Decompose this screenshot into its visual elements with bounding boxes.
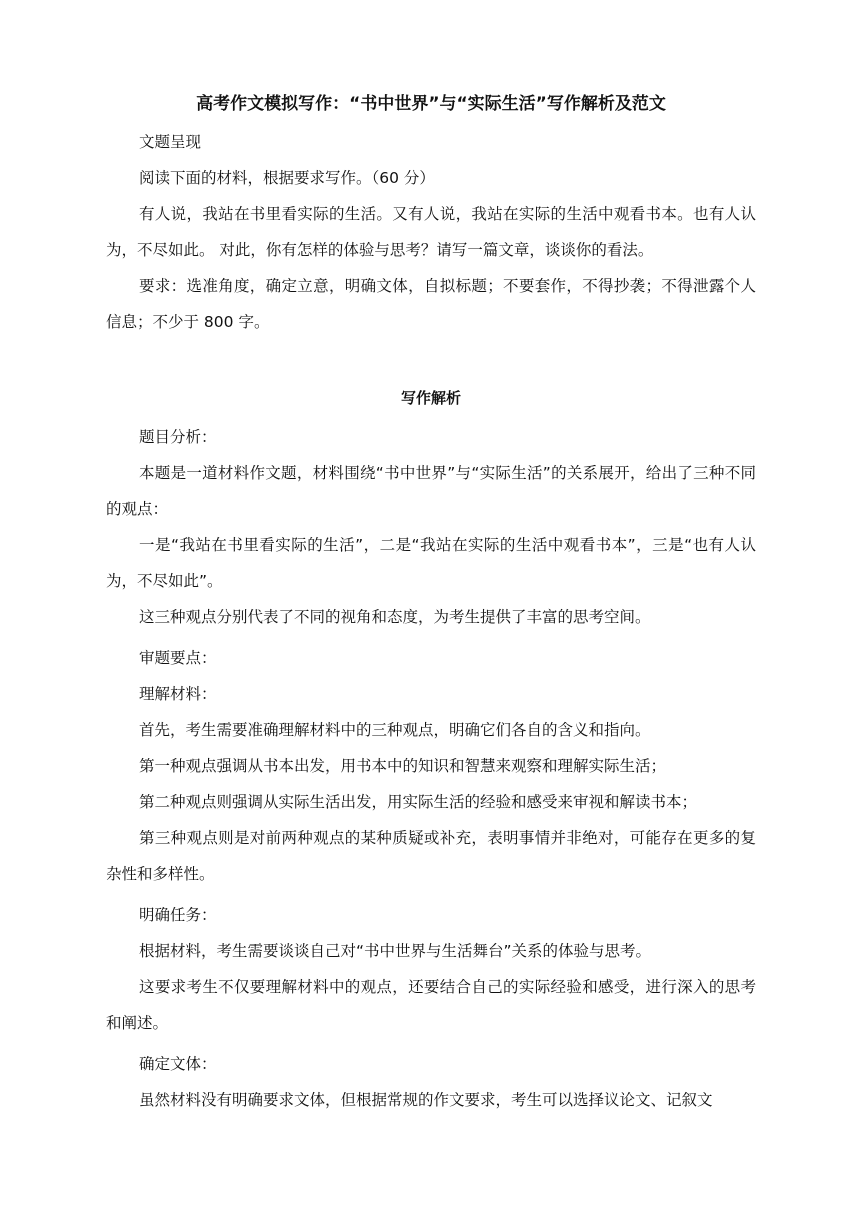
section-title-analysis: 写作解析 xyxy=(400,389,461,407)
analysis-paragraph: 第一种观点强调从书本出发，用书本中的知识和智慧来观察和理解实际生活； xyxy=(139,757,667,775)
analysis-paragraph: 审题要点： xyxy=(139,649,217,667)
analysis-paragraph: 第三种观点则是对前两种观点的某种质疑或补充，表明事情并非绝对，可能存在更多的复杂性和多样性。 xyxy=(106,829,756,883)
analysis-paragraph: 根据材料，考生需要谈谈自己对“书中世界与生活舞台”关系的体验与思考。 xyxy=(139,942,652,960)
analysis-paragraph: 题目分析： xyxy=(139,428,217,446)
analysis-paragraph: 确定文体： xyxy=(139,1055,217,1073)
document-title: 高考作文模拟写作：“书中世界”与“实际生活”写作解析及范文 xyxy=(196,94,666,114)
section-heading-prompt: 文题呈现 xyxy=(139,133,202,151)
analysis-paragraph: 首先，考生需要准确理解材料中的三种观点，明确它们各自的含义和指向。 xyxy=(139,721,651,739)
prompt-instruction: 阅读下面的材料，根据要求写作。（60 分） xyxy=(139,169,435,187)
analysis-paragraph: 明确任务： xyxy=(139,906,217,924)
analysis-paragraph: 本题是一道材料作文题，材料围绕“书中世界”与“实际生活”的关系展开，给出了三种不同的观点： xyxy=(106,464,756,518)
analysis-paragraph: 一是“我站在书里看实际的生活”，二是“我站在实际的生活中观看书本”，三是“也有人认为，不尽如此”。 xyxy=(106,536,756,590)
analysis-paragraph: 虽然材料没有明确要求文体，但根据常规的作文要求，考生可以选择议论文、记叙文 xyxy=(139,1091,713,1109)
prompt-requirements: 要求：选准角度，确定立意，明确文体，自拟标题；不要套作，不得抄袭；不得泄露个人信息；不少于 800 字。 xyxy=(106,277,756,331)
analysis-paragraph: 理解材料： xyxy=(139,685,217,703)
analysis-paragraph: 这要求考生不仅要理解材料中的观点，还要结合自己的实际经验和感受，进行深入的思考和阐述。 xyxy=(106,978,756,1032)
analysis-paragraph: 这三种观点分别代表了不同的视角和态度，为考生提供了丰富的思考空间。 xyxy=(139,608,651,626)
analysis-paragraph: 第二种观点则强调从实际生活出发，用实际生活的经验和感受来审视和解读书本； xyxy=(139,793,698,811)
prompt-material: 有人说，我站在书里看实际的生活。又有人说，我站在实际的生活中观看书本。也有人认为，不尽如此。 对此，你有怎样的体验与思考？请写一篇文章，谈谈你的看法。 xyxy=(106,205,756,259)
